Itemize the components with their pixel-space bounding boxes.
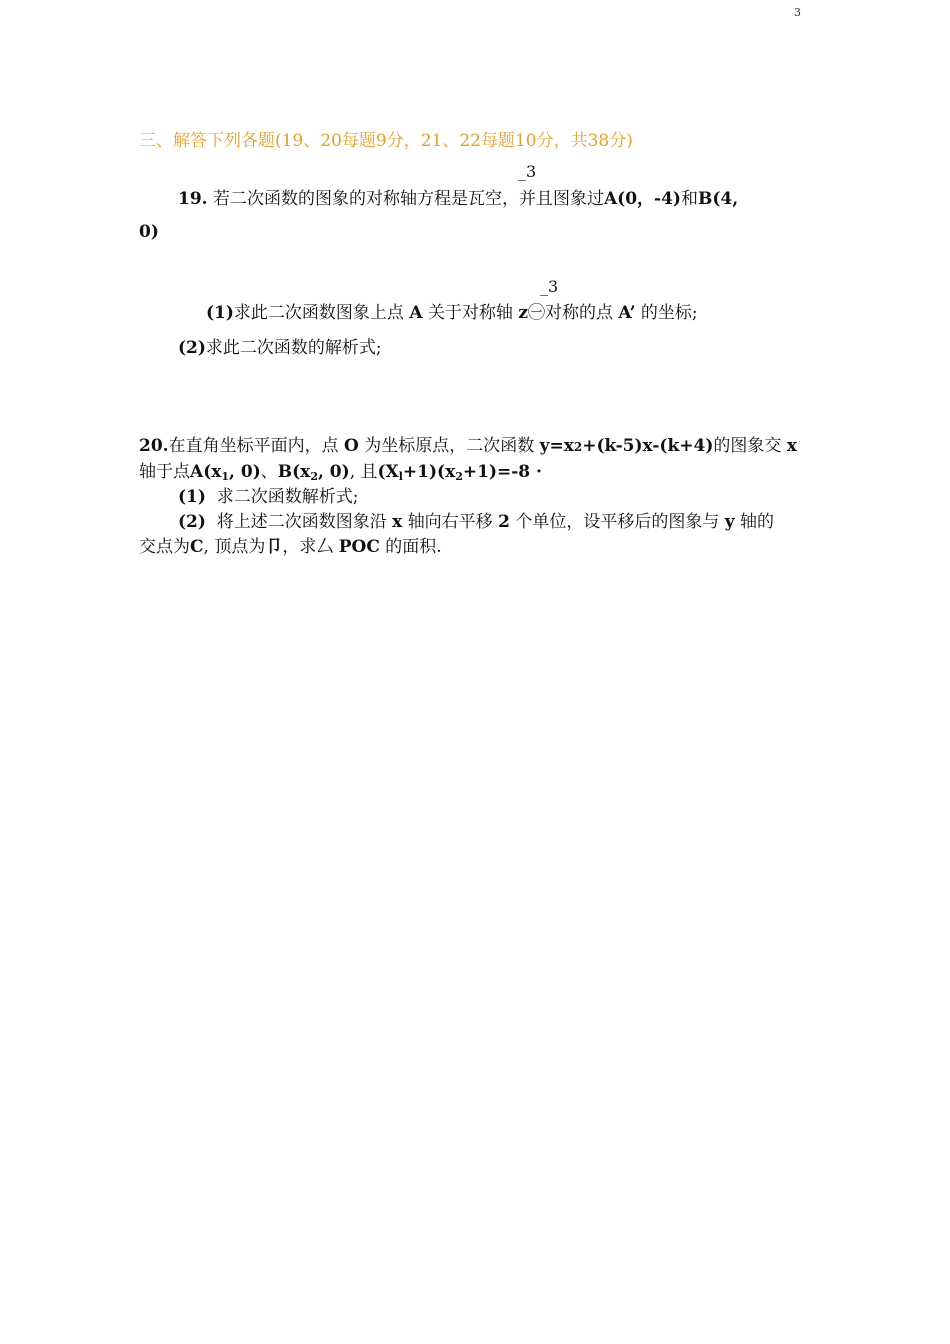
q20-part-1: (1) 求二次函数解析式; (178, 487, 359, 507)
q20-number: 20. (139, 436, 169, 456)
q19-number: 19. (178, 189, 208, 209)
q19-overscript-2: _3 (540, 277, 559, 296)
q19-part-2: (2)求此二次函数的解析式; (178, 338, 382, 358)
q20-part-2: (2) 将上述二次函数图象沿 x 轴向右平移 2 个单位，设平移后的图象与 y 轴的 (178, 512, 775, 532)
section-title: 三、解答下列各题(19、20每题9分，21、22每题10分，共38分) (139, 131, 633, 151)
q19-line-1: 19. 若二次函数的图象的对称轴方程是瓦空，并且图象过A(0，-4)和B(4, (178, 189, 739, 209)
q20-line-2: 轴于点$A(x_1$, 0)、$B(x_2$, 0), 且$(X_l+1)(x_2+1)=-8$ · (139, 462, 542, 483)
q19-line-2: 0) (139, 222, 159, 242)
q19-overscript-1: _3 (518, 162, 537, 181)
q20-line-1: 20.在直角坐标平面内，点 O 为坐标原点，二次函数 y=x2+(k-5)x-(k+4)的图象交 x (139, 436, 797, 456)
page-number: 3 (794, 6, 801, 19)
q20-part-2-cont: 交点为C, 顶点为卩，求厶 POC 的面积. (139, 537, 442, 557)
q19-part-1: (1)求此二次函数图象上点 A 关于对称轴 z㊀对称的点 A’ 的坐标; (206, 303, 698, 323)
